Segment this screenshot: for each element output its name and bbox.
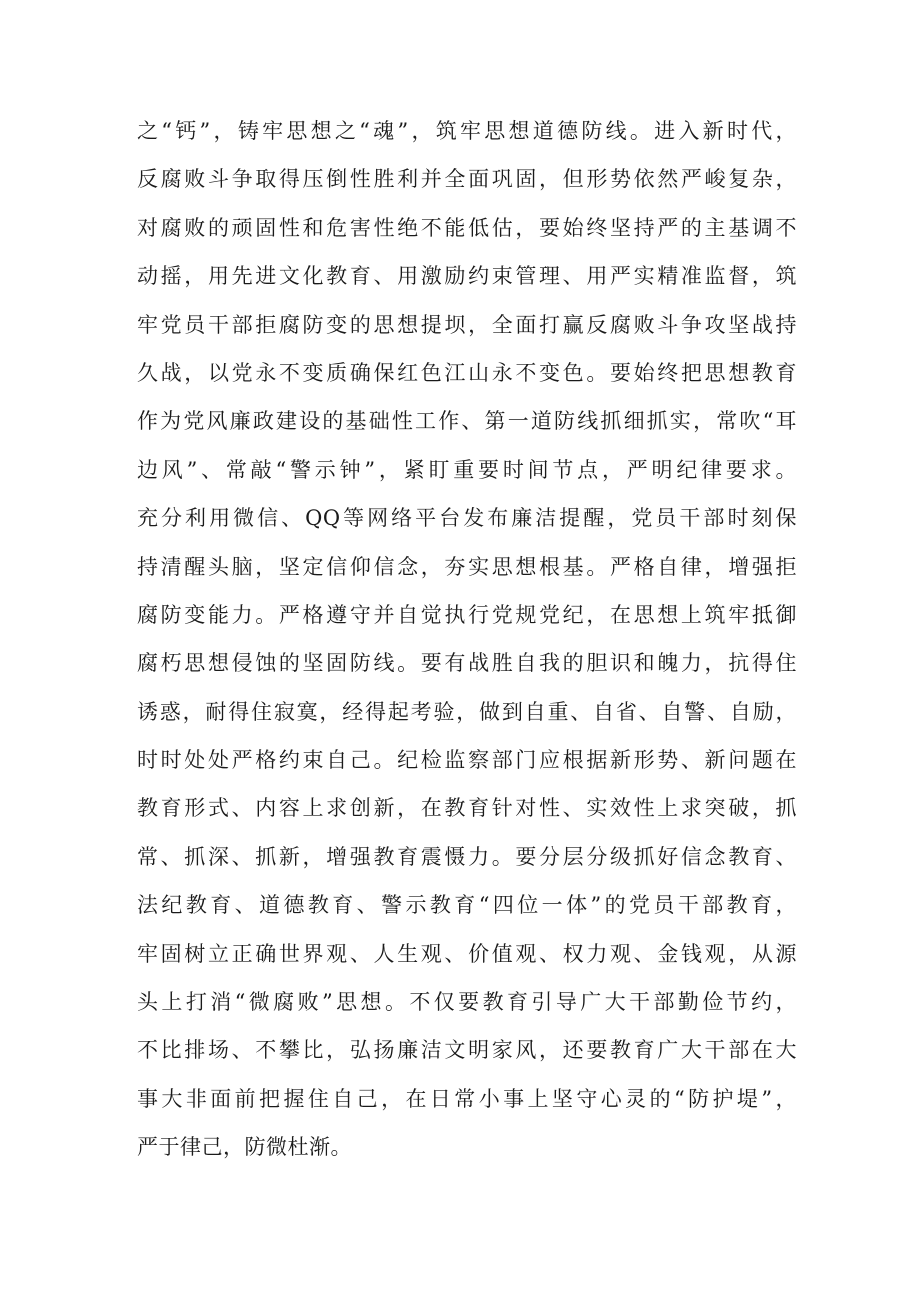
text-line: 事大非面前把握住自己，在日常小事上坚守心灵的“防护堤”， <box>137 1086 797 1111</box>
text-line: 牢党员干部拒腐防变的思想提坝，全面打赢反腐败斗争攻坚战持 <box>137 312 797 337</box>
text-line: 边风”、常敲“警示钟”，紧盯重要时间节点，严明纪律要求。 <box>137 457 797 482</box>
text-line: 充分利用微信、QQ等网络平台发布廉洁提醒，党员干部时刻保 <box>137 506 797 531</box>
text-line: 诱惑，耐得住寂寞，经得起考验，做到自重、自省、自警、自励， <box>137 699 797 724</box>
text-line: 常、抓深、抓新，增强教育震慑力。要分层分级抓好信念教育、 <box>137 844 797 869</box>
text-line: 久战，以党永不变质确保红色江山永不变色。要始终把思想教育 <box>137 360 797 385</box>
text-line: 持清醒头脑，坚定信仰信念，夯实思想根基。严格自律，增强拒 <box>137 554 797 579</box>
text-line: 时时处处严格约束自己。纪检监察部门应根据新形势、新问题在 <box>137 748 797 773</box>
body-paragraph <box>137 107 797 1172</box>
text-line: 作为党风廉政建设的基础性工作、第一道防线抓细抓实，常吹“耳 <box>137 409 797 434</box>
text-line: 腐防变能力。严格遵守并自觉执行党规党纪，在思想上筑牢抵御 <box>137 602 797 627</box>
text-line: 教育形式、内容上求创新，在教育针对性、实效性上求突破，抓 <box>137 796 797 821</box>
text-line: 不比排场、不攀比，弘扬廉洁文明家风，还要教育广大干部在大 <box>137 1038 797 1063</box>
text-line: 反腐败斗争取得压倒性胜利并全面巩固，但形势依然严峻复杂， <box>137 167 797 192</box>
text-line: 法纪教育、道德教育、警示教育“四位一体”的党员干部教育， <box>137 893 797 918</box>
text-line: 腐朽思想侵蚀的坚固防线。要有战胜自我的胆识和魄力，抗得住 <box>137 651 797 676</box>
text-line: 对腐败的顽固性和危害性绝不能低估，要始终坚持严的主基调不 <box>137 215 797 240</box>
text-line-last: 严于律己，防微杜渐。 <box>137 1135 352 1160</box>
text-line: 牢固树立正确世界观、人生观、价值观、权力观、金钱观，从源 <box>137 941 797 966</box>
text-line: 之“钙”，铸牢思想之“魂”，筑牢思想道德防线。进入新时代， <box>137 119 797 143</box>
text-line: 动摇，用先进文化教育、用激励约束管理、用严实精准监督，筑 <box>137 264 797 289</box>
text-line: 头上打消“微腐败”思想。不仅要教育引导广大干部勤俭节约， <box>137 990 797 1015</box>
